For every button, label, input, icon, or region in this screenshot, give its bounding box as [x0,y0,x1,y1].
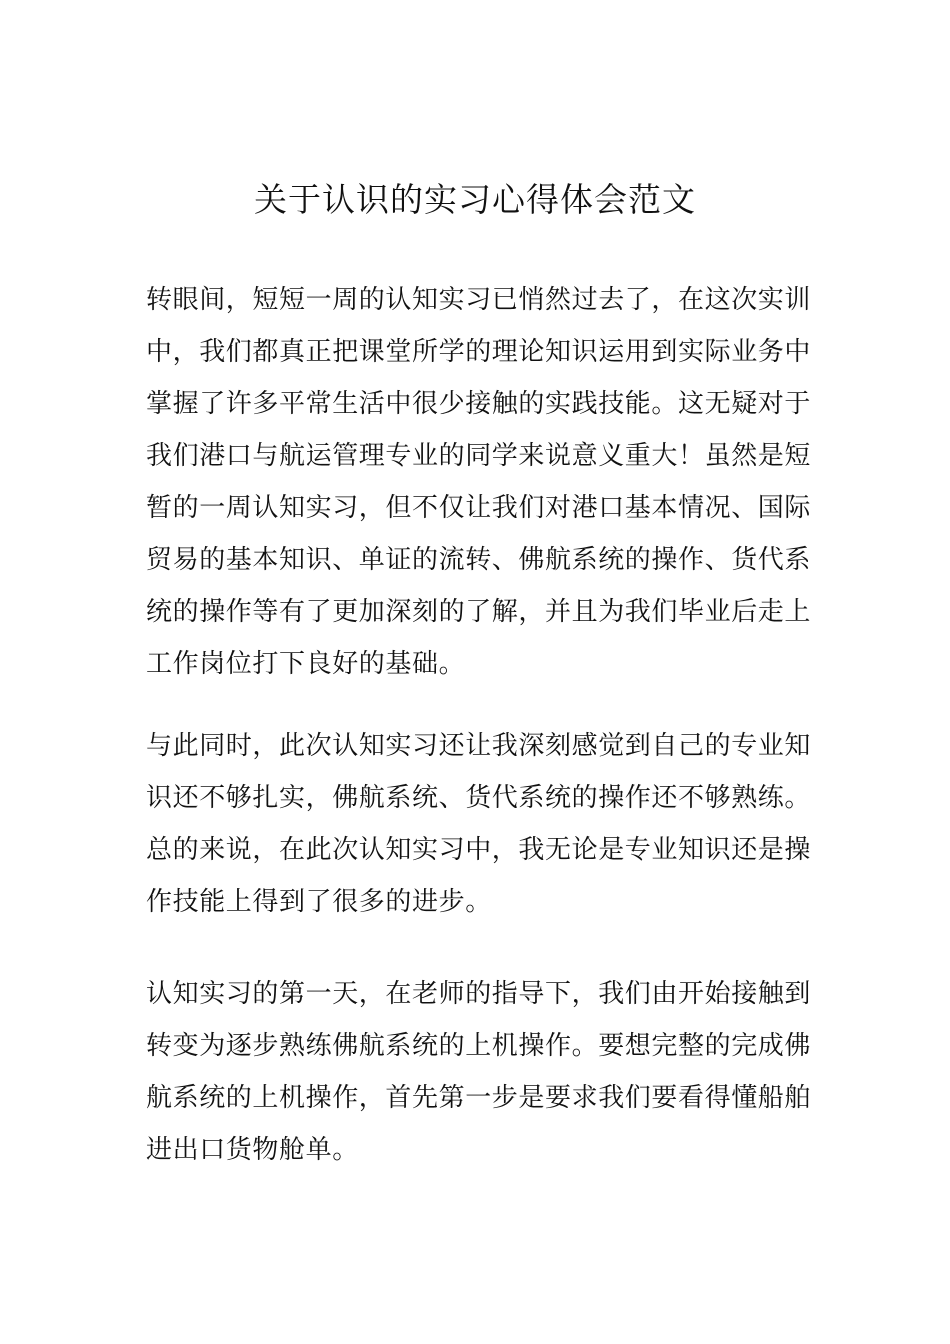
paragraph-line: 统的操作等有了更加深刻的了解，并且为我们毕业后走上 [146,597,812,627]
paragraph-1 [146,274,812,690]
paragraph-3 [146,968,812,1176]
paragraph-2 [146,720,812,928]
paragraph-line: 认知实习的第一天，在老师的指导下，我们由开始接触到 [146,979,812,1009]
paragraph-line: 贸易的基本知识、单证的流转、佛航系统的操作、货代系 [146,545,812,575]
paragraph-line: 作技能上得到了很多的进步。 [146,887,492,917]
paragraph-line: 总的来说，在此次认知实习中，我无论是专业知识还是操 [146,835,812,865]
paragraph-line: 航系统的上机操作，首先第一步是要求我们要看得懂船舶 [146,1083,812,1113]
paragraph-line: 识还不够扎实，佛航系统、货代系统的操作还不够熟练。 [146,783,812,813]
page-title: 关于认识的实习心得体会范文 [254,180,696,219]
paragraph-line: 工作岗位打下良好的基础。 [146,649,466,679]
paragraph-line: 进出口货物舱单。 [146,1135,359,1165]
paragraph-line: 转眼间，短短一周的认知实习已悄然过去了，在这次实训 [146,285,812,315]
paragraph-line: 掌握了许多平常生活中很少接触的实践技能。这无疑对于 [146,389,812,419]
paragraph-line: 转变为逐步熟练佛航系统的上机操作。要想完整的完成佛 [146,1031,812,1061]
paragraph-line: 与此同时，此次认知实习还让我深刻感觉到自己的专业知 [146,731,812,761]
paragraph-line: 我们港口与航运管理专业的同学来说意义重大！虽然是短 [146,441,812,471]
paragraph-line: 暂的一周认知实习，但不仅让我们对港口基本情况、国际 [146,493,812,523]
paragraph-line: 中，我们都真正把课堂所学的理论知识运用到实际业务中 [146,337,812,367]
